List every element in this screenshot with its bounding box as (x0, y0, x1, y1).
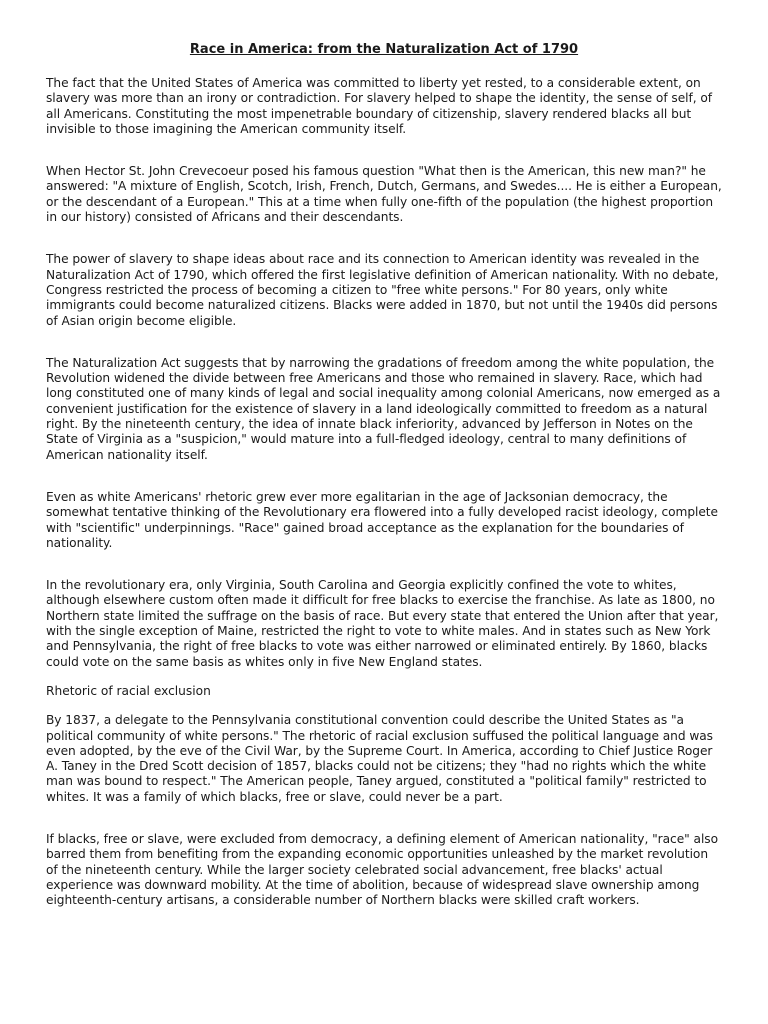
paragraph-7: By 1837, a delegate to the Pennsylvania constitutional convention could describe the United States as "a political community of white persons." The rhetoric of racial exclusion suffused the political language and was even adopted, by the eve of the Civil War, by the Supreme Court. In America, according to Chief Justice Roger A. Taney in the Dred Scott decision of 1857, blacks could not be citizens; they "had no rights which the white man was bound to respect." The American people, Taney argued, constituted a "political family" restricted to whites. It was a family of which blacks, free or slave, could never be a part. (46, 713, 713, 804)
document-page (46, 42, 722, 908)
paragraph-1: The fact that the United States of America was committed to liberty yet rested, to a considerable extent, on slavery was more than an irony or contradiction. For slavery helped to shape the identity, the sense of self, of all Americans. Constituting the most impenetrable boundary of citizenship, slavery rendered blacks all but invisible to those imagining the American community itself. (46, 76, 713, 136)
paragraph-3: The power of slavery to shape ideas about race and its connection to American identity was revealed in the Naturalization Act of 1790, which offered the first legislative definition of American nationality. With no debate, Congress restricted the process of becoming a citizen to "free white persons." For 80 years, only white immigrants could become naturalized citizens. Blacks were added in 1870, but not until the 1940s did persons of Asian origin become eligible. (46, 252, 719, 328)
paragraph-4: The Naturalization Act suggests that by narrowing the gradations of freedom among the white population, the Revolution widened the divide between free Americans and those who remained in slavery. Race, which had long constituted one of many kinds of legal and social inequality among colonial Americans, now emerged as a convenient justification for the existence of slavery in a land ideologically committed to freedom as a natural right. By the nineteenth century, the idea of innate black inferiority, advanced by Jefferson in Notes on the State of Virginia as a "suspicion," would mature into a full-fledged ideology, central to many definitions of American nationality itself. (46, 355, 721, 462)
paragraph-2: When Hector St. John Crevecoeur posed his famous question "What then is the American, this new man?" he answered: "A mixture of English, Scotch, Irish, French, Dutch, Germans, and Swedes.... He is either a European, or the descendant of a European." This at a time when fully one-fifth of the population (the highest proportion in our history) consisted of Africans and their descendants. (46, 164, 722, 225)
paragraph-6: In the revolutionary era, only Virginia, South Carolina and Georgia explicitly confined the vote to whites, although elsewhere custom often made it difficult for free blacks to exercise the franchise. As late as 1800, no Northern state limited the suffrage on the basis of race. But every state that entered the Union after that year, with the single exception of Maine, restricted the right to vote to white males. And in states such as New York and Pennsylvania, the right of free blacks to vote was either narrowed or eliminated entirely. By 1860, blacks could vote on the same basis as whites only in five New England states. (46, 578, 719, 669)
paragraph-8: If blacks, free or slave, were excluded from democracy, a defining element of American nationality, "race" also barred them from benefiting from the expanding economic opportunities unleashed by the market revolution of the nineteenth century. While the larger society celebrated social advancement, free blacks' actual experience was downward mobility. At the time of abolition, because of widespread slave ownership among eighteenth-century artisans, a considerable number of Northern blacks were skilled craft workers. (46, 831, 718, 908)
document-title: Race in America: from the Naturalization Act of 1790 (189, 42, 579, 57)
section-subheading: Rhetoric of racial exclusion (46, 683, 211, 698)
paragraph-5: Even as white Americans' rhetoric grew ever more egalitarian in the age of Jacksonian democracy, the somewhat tentative thinking of the Revolutionary era flowered into a fully developed racist ideology, complete with "scientific" underpinnings. "Race" gained broad acceptance as the explanation for the boundaries of nationality. (46, 489, 718, 550)
